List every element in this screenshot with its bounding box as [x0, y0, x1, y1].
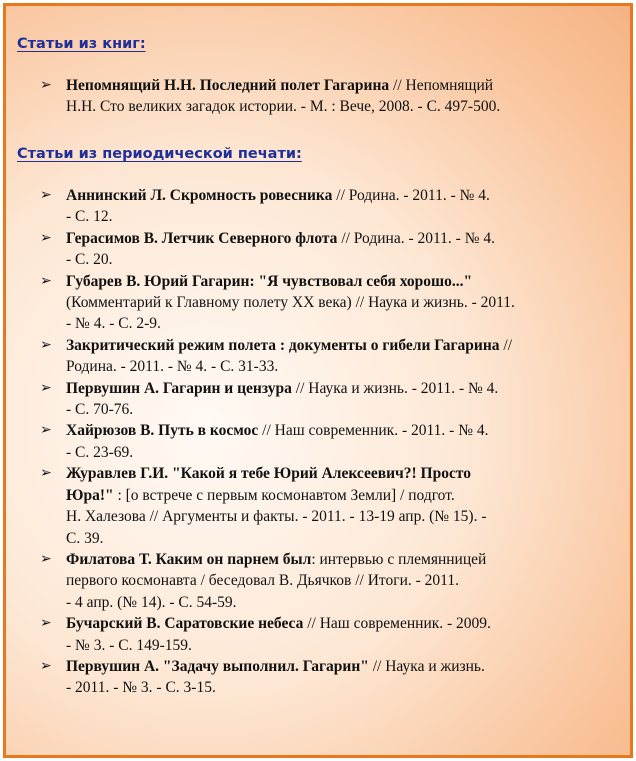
books-list — [40, 75, 618, 118]
entry-title: Бучарский В. Саратовские небеса — [66, 615, 304, 633]
entry-source: // — [499, 336, 513, 354]
arrow-bullet-icon: ➢ — [40, 615, 52, 632]
list-item — [40, 228, 618, 271]
list-item — [40, 335, 618, 378]
entry-source: // Наука и жизнь. - 2011. - № 4. — [291, 379, 499, 397]
arrow-bullet-icon: ➢ — [40, 422, 52, 439]
list-item — [40, 185, 618, 228]
entry-source-line: - № 4. - С. 2-9. — [66, 315, 161, 333]
entry-title: Первушин А. Гагарин и цензура — [66, 379, 292, 397]
entry-source-line: С. 39. — [66, 529, 104, 547]
entry-source-line: - С. 23-69. — [66, 443, 134, 461]
periodicals-list — [40, 185, 618, 699]
entry-title: Журавлев Г.И. "Какой я тебе Юрий Алексеевич?! Просто — [66, 465, 472, 483]
entry-title: Хайрюзов В. Путь в космос — [66, 422, 259, 440]
arrow-bullet-icon: ➢ — [40, 229, 52, 246]
entry-source-line: - С. 12. — [66, 208, 113, 226]
entry-source: : интервью с племянницей — [311, 550, 487, 568]
list-item — [40, 271, 618, 335]
list-item — [40, 549, 618, 613]
arrow-bullet-icon: ➢ — [40, 77, 52, 93]
section-heading-books: Статьи из книг: — [17, 36, 146, 52]
entry-source-line: Родина. - 2011. - № 4. - С. 31-33. — [66, 358, 279, 376]
entry-source-line: Н.Н. Сто великих загадок истории. - М. : Вече, 2008. - С. 497-500. — [66, 98, 501, 116]
entry-source-line: - № 3. - С. 149-159. — [66, 636, 192, 654]
arrow-bullet-icon: ➢ — [40, 379, 52, 396]
entry-title: Непомнящий Н.Н. Последний полет Гагарина — [66, 77, 390, 94]
list-item — [40, 656, 618, 699]
arrow-bullet-icon: ➢ — [40, 336, 52, 353]
entry-title: Филатова Т. Каким он парнем был — [66, 550, 312, 568]
arrow-bullet-icon: ➢ — [40, 465, 52, 482]
entry-source: // Родина. - 2011. - № 4. — [337, 229, 495, 247]
section-heading-periodicals: Статьи из периодической печати: — [17, 146, 302, 162]
list-item — [40, 463, 618, 549]
entry-title-cont: Юра!" — [66, 486, 114, 504]
arrow-bullet-icon: ➢ — [40, 550, 52, 567]
entry-source: // Родина. - 2011. - № 4. — [332, 187, 490, 204]
list-item — [40, 75, 618, 118]
arrow-bullet-icon: ➢ — [40, 657, 52, 674]
entry-title: Закритический режим полета : документы о гибели Гагарина — [66, 336, 500, 354]
entry-source-line: - С. 20. — [66, 251, 113, 269]
entry-source: // Наш современник. - 2009. — [303, 615, 491, 633]
list-item — [40, 613, 618, 656]
entry-source-line: первого космонавта / беседовал В. Дьячков // Итоги. - 2011. — [66, 572, 459, 590]
entry-title: Герасимов В. Летчик Северного флота — [66, 229, 338, 247]
entry-source-line: - 4 апр. (№ 14). - С. 54-59. — [66, 593, 237, 611]
entry-source-line: : [о встрече с первым космонавтом Земли] / подгот. — [113, 486, 455, 504]
entry-source-line: - 2011. - № 3. - С. 3-15. — [66, 679, 216, 697]
entry-title: Первушин А. "Задачу выполнил. Гагарин" — [66, 657, 369, 675]
entry-source: // Наш современник. - 2011. - № 4. — [258, 422, 489, 440]
entry-source: // Наука и жизнь. — [368, 657, 485, 675]
list-item — [40, 378, 618, 421]
entry-source-line: Н. Халезова // Аргументы и факты. - 2011. - 13-19 апр. (№ 15). - — [66, 508, 487, 526]
entry-source: // Непомнящий — [389, 77, 494, 94]
list-item — [40, 420, 618, 463]
entry-title: Губарев В. Юрий Гагарин: "Я чувствовал себя хорошо..." — [66, 272, 473, 290]
entry-source-line: - С. 70-76. — [66, 401, 134, 419]
arrow-bullet-icon: ➢ — [40, 187, 52, 203]
entry-title: Аннинский Л. Скромность ровесника — [66, 187, 333, 204]
arrow-bullet-icon: ➢ — [40, 272, 52, 289]
entry-source-line: (Комментарий к Главному полету XX века) // Наука и жизнь. - 2011. — [66, 294, 515, 312]
